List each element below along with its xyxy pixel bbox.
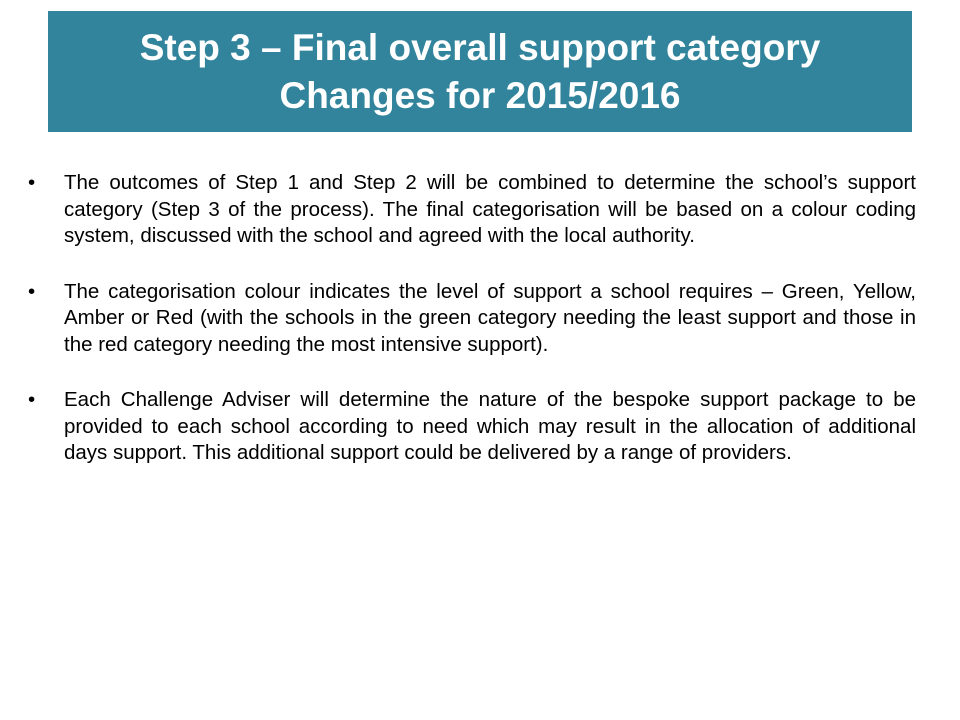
bullet-text: The categorisation colour indicates the level of support a school requires – Green, Yellow, Amber or Red (with the schools in the green category needing the least support and those in the red category needing the most intensive support). — [64, 279, 916, 356]
bullet-text: The outcomes of Step 1 and Step 2 will be combined to determine the school’s support category (Step 3 of the process). The final categorisation will be based on a colour coding system, discussed with the school and agreed with the local authority. — [64, 171, 916, 247]
bullet-icon: • — [28, 171, 36, 194]
bullet-item-categorisation-colour — [28, 279, 916, 359]
bullet-icon: • — [28, 388, 36, 411]
slide-title-line-2: Changes for 2015/2016 — [279, 74, 681, 116]
slide-title-line-1: Step 3 – Final overall support category — [139, 26, 821, 68]
title-banner — [48, 11, 912, 132]
bullet-item-outcomes — [28, 170, 916, 250]
bullet-icon: • — [28, 279, 36, 303]
bullet-list — [28, 170, 916, 496]
bullet-text: Each Challenge Adviser will determine the nature of the bespoke support package to be provided to each school according to need which may result in the allocation of additional days support. This additional support could be delivered by a range of providers. — [64, 388, 916, 464]
bullet-item-challenge-adviser — [28, 387, 916, 467]
